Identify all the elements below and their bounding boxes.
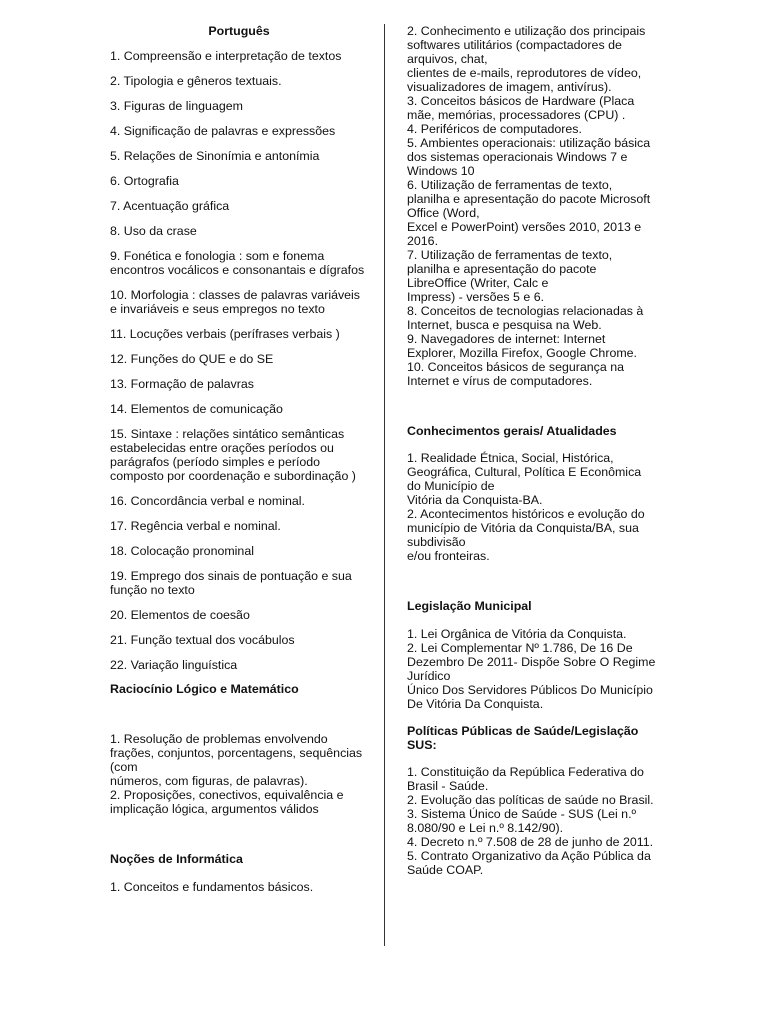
list-item: 3. Figuras de linguagem — [110, 99, 243, 113]
list-item: 22. Variação linguística — [110, 658, 238, 672]
list-item: 3. Sistema Único de Saúde - SUS (Lei n.º 8.080/90 e Lei n.º 8.142/90). — [407, 807, 637, 835]
list-item: 15. Sintaxe : relações sintático semânticas estabelecidas entre orações períodos ou parágrafos (período simples e período composto por coordenação e subordinação ) — [110, 427, 356, 483]
list-item: 2. Lei Complementar Nº 1.786, De 16 De Dezembro De 2011- Dispõe Sobre O Regime Jurídico — [407, 641, 656, 683]
list-item: Vitória da Conquista-BA. — [407, 493, 543, 507]
list-item: 11. Locuções verbais (perífrases verbais ) — [110, 327, 340, 341]
list-item: e/ou fronteiras. — [407, 549, 490, 563]
list-item: 1. Conceitos e fundamentos básicos. — [110, 880, 314, 894]
list-item: 18. Colocação pronominal — [110, 544, 254, 558]
legislacao-municipal-heading: Legislação Municipal — [407, 599, 532, 613]
list-item: 2. Conhecimento e utilização dos principais softwares utilitários (compactadores de arquivos, chat, — [407, 24, 646, 66]
list-item: 6. Utilização de ferramentas de texto, planilha e apresentação do pacote Microsoft Office (Word, — [407, 178, 651, 220]
portugues-list — [110, 49, 368, 672]
informatica-list — [407, 24, 657, 388]
list-item: clientes de e-mails, reprodutores de vídeo, visualizadores de imagem, antivírus). — [407, 66, 642, 94]
list-item: 19. Emprego dos sinais de pontuação e sua função no texto — [110, 569, 352, 597]
list-item: 14. Elementos de comunicação — [110, 402, 283, 416]
list-item: 6. Ortografia — [110, 174, 179, 188]
list-item: 5. Contrato Organizativo da Ação Pública da Saúde COAP. — [407, 849, 651, 877]
list-item: 17. Regência verbal e nominal. — [110, 519, 281, 533]
list-item: 5. Relações de Sinonímia e antonímia — [110, 149, 320, 163]
list-item: 16. Concordância verbal e nominal. — [110, 494, 305, 508]
list-item: 1. Lei Orgânica de Vitória da Conquista. — [407, 627, 627, 641]
list-item: 1. Realidade Étnica, Social, Histórica, Geográfica, Cultural, Política E Econômica do Município de — [407, 451, 642, 493]
list-item: 4. Significação de palavras e expressões — [110, 124, 336, 138]
portugues-heading: Português — [208, 24, 270, 38]
conhecimentos-gerais-heading: Conhecimentos gerais/ Atualidades — [407, 424, 617, 438]
list-item: 8. Conceitos de tecnologias relacionadas à Internet, busca e pesquisa na Web. — [407, 304, 644, 332]
list-item: 12. Funções do QUE e do SE — [110, 352, 274, 366]
list-item: 3. Conceitos básicos de Hardware (Placa mãe, memórias, processadores (CPU) . — [407, 94, 635, 122]
list-item: 5. Ambientes operacionais: utilização básica dos sistemas operacionais Windows 7 e Windows 10 — [407, 136, 651, 178]
list-item: 1. Constituição da República Federativa do Brasil - Saúde. — [407, 765, 644, 793]
list-item: Único Dos Servidores Públicos Do Município De Vitória Da Conquista. — [407, 683, 653, 711]
left-column — [110, 24, 368, 894]
list-item: 7. Acentuação gráfica — [110, 199, 230, 213]
list-item: Excel e PowerPoint) versões 2010, 2013 e 2016. — [407, 220, 642, 248]
informatica-heading: Noções de Informática — [110, 852, 243, 866]
list-item: 4. Periféricos de computadores. — [407, 122, 582, 136]
list-item: 2. Proposições, conectivos, equivalência e implicação lógica, argumentos válidos — [110, 788, 344, 816]
list-item: 13. Formação de palavras — [110, 377, 254, 391]
list-item: 8. Uso da crase — [110, 224, 197, 238]
politicas-publicas-heading: Políticas Públicas de Saúde/Legislação SUS: — [407, 724, 639, 752]
list-item: 7. Utilização de ferramentas de texto, planilha e apresentação do pacote LibreOffice (Writer, Calc e — [407, 248, 613, 290]
column-divider — [384, 24, 385, 946]
list-item: 21. Função textual dos vocábulos — [110, 633, 295, 647]
list-item: 20. Elementos de coesão — [110, 608, 250, 622]
list-item: 2. Evolução das políticas de saúde no Brasil. — [407, 793, 654, 807]
raciocinio-list — [110, 732, 368, 816]
list-item: 10. Morfologia : classes de palavras variáveis e invariáveis e seus empregos no texto — [110, 288, 360, 316]
list-item: 2. Acontecimentos históricos e evolução do município de Vitória da Conquista/BA, sua subdivisão — [407, 507, 645, 549]
list-item: Impress) - versões 5 e 6. — [407, 290, 545, 304]
list-item: 9. Navegadores de internet: Internet Explorer, Mozilla Firefox, Google Chrome. — [407, 332, 638, 360]
list-item: 1. Compreensão e interpretação de textos — [110, 49, 342, 63]
raciocinio-heading: Raciocínio Lógico e Matemático — [110, 682, 299, 696]
politicas-publicas-list — [407, 765, 657, 877]
list-item: 1. Resolução de problemas envolvendo frações, conjuntos, porcentagens, sequências (com — [110, 732, 363, 774]
right-column — [407, 24, 657, 877]
list-item: 4. Decreto n.º 7.508 de 28 de junho de 2011. — [407, 835, 654, 849]
list-item: 2. Tipologia e gêneros textuais. — [110, 74, 282, 88]
list-item: 10. Conceitos básicos de segurança na Internet e vírus de computadores. — [407, 360, 624, 388]
legislacao-municipal-list — [407, 627, 657, 711]
list-item: números, com figuras, de palavras). — [110, 774, 308, 788]
list-item: 9. Fonética e fonologia : som e fonema encontros vocálicos e consonantais e dígrafos — [110, 249, 365, 277]
conhecimentos-gerais-list — [407, 451, 657, 563]
